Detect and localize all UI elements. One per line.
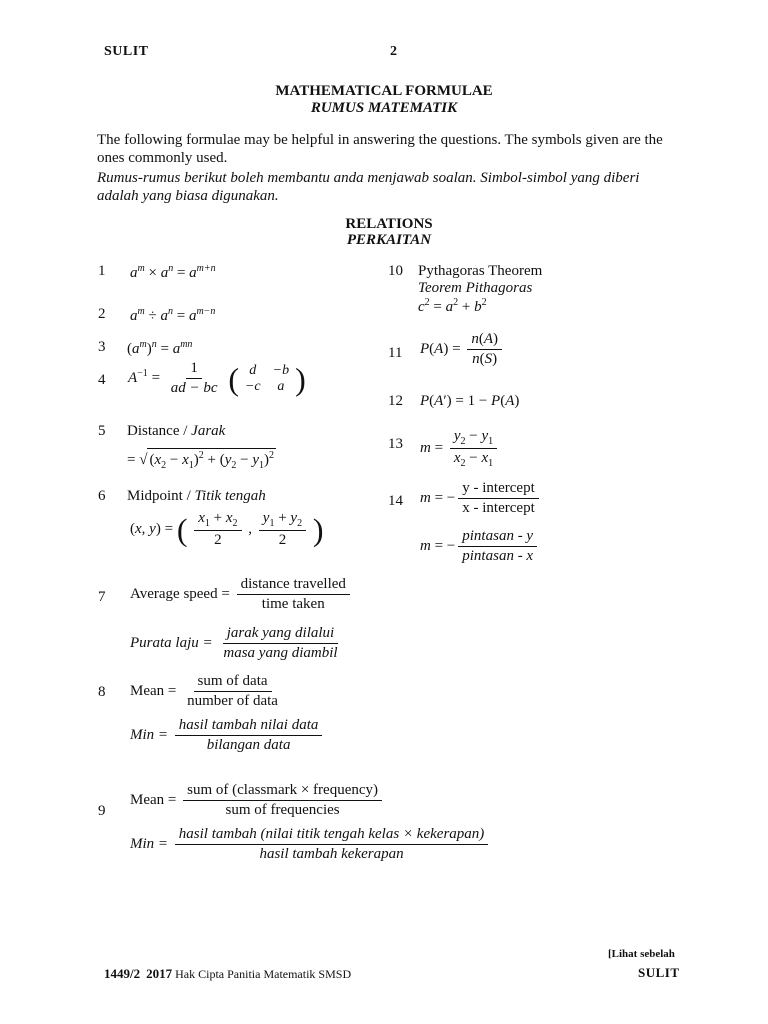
formula-13: m = $\frac{y_2 - y_1}{x_2 - x_1}$ [420,428,500,469]
min8-numerator: hasil tambah nilai data [175,717,323,736]
mean8-label: Mean = [130,682,177,699]
item-number-13: 13 [388,436,403,452]
distance-label [127,423,225,440]
min8-denominator: bilangan data [206,737,291,753]
formula-7-en [130,576,353,613]
formula-1: $a^m \times a^n = a^{m+n}$ [130,263,216,281]
gradient-denominator-ms: pintasan - x [462,548,534,564]
gradient-numerator-ms: pintasan - y [458,528,537,547]
formula-4: $A^{-1}$ = $\frac{1}{ad - bc}$ ( d −b −c a ) [128,360,306,397]
page-number: 2 [390,44,398,59]
formula-9-ms [130,826,491,863]
mean9-denominator: sum of frequencies [225,802,340,818]
item-number-3: 3 [98,339,106,355]
formula-5: = √ $(x_2 - x_1)^2 + (y_2 - y_1)^2$ [127,450,275,471]
min8-label: Min = [130,726,169,743]
mean8-numerator: sum of data [194,673,272,692]
item-number-8: 8 [98,684,106,700]
item-number-1: 1 [98,263,106,279]
formula-14-en: m = − $\frac{\text{y - intercept}}{\text{x - intercept}}$ [420,480,542,517]
footer-year: 2017 [146,966,173,981]
formula-12: P(A′) = 1 − P(A) [420,393,520,409]
purata-label: Purata laju = [130,634,213,651]
mean8-denominator: number of data [187,693,278,709]
title-en: MATHEMATICAL FORMULAE [275,83,493,99]
item-number-10: 10 [388,263,403,279]
formula-11: P(A) = $\frac{n(A)}{n(S)}$ [420,331,505,368]
title-ms: RUMUS MATEMATIK [310,100,458,116]
formula-6: (x, y) = ( $\frac{x_1 + x_2}{2}$ , $\frac{y_1 + y_2}{2}$ ) [130,510,324,548]
formula-3: $(a^m)^n = a^{mn}$ [127,339,193,357]
min9-denominator: hasil tambah kekerapan [259,846,404,862]
distance-label-ms: Jarak [191,423,226,439]
item-number-12: 12 [388,393,403,409]
formula-14-ms: m = − $\frac{\text{pintasan - y}}{\text{pintasan - x}}$ [420,528,540,565]
pythagoras-label-ms: Teorem Pithagoras [418,280,533,296]
item-number-11: 11 [388,345,403,361]
avg-speed-numerator: distance travelled [237,576,350,595]
footer-code: 1449/2 [104,966,141,981]
formula-8-ms [130,717,325,754]
footer-left [104,966,351,982]
midpoint-label-en: Midpoint / [127,488,195,504]
min9-numerator: hasil tambah (nilai titik tengah kelas × kekerapan) [175,826,488,845]
avg-speed-denominator: time taken [261,596,325,612]
item-number-5: 5 [98,423,106,439]
section-title-en: RELATIONS [345,216,433,232]
header-sulit: SULIT [104,44,149,59]
section-title-ms: PERKAITAN [346,232,432,248]
formula-10: $c^2 = a^2 + b^2$ [418,297,487,315]
pythagoras-label: Pythagoras Theorem [418,263,543,279]
item-number-9: 9 [98,803,106,819]
mean9-numerator: sum of (classmark × frequency) [183,782,382,801]
item-number-2: 2 [98,306,106,322]
formula-9-en [130,782,385,819]
formula-7-ms [130,625,345,662]
footer-lihat-sebelah: [Lihat sebelah [608,948,675,960]
item-number-6: 6 [98,488,106,504]
distance-label-en: Distance / [127,423,192,439]
footer-copyright: Hak Cipta Panitia Matematik SMSD [175,967,352,981]
avg-speed-label: Average speed = [130,585,230,602]
item-number-14: 14 [388,493,403,509]
item-number-7: 7 [98,589,106,605]
mean9-label: Mean = [130,791,177,808]
formula-8-en [130,673,285,710]
midpoint-label-ms: Titik tengah [194,488,266,504]
min9-label: Min = [130,835,169,852]
gradient-numerator-en: y - intercept [458,480,538,499]
footer-sulit: SULIT [638,965,680,980]
purata-numerator: jarak yang dilalui [223,625,339,644]
formula-2: $a^m \div a^n = a^{m-n}$ [130,306,216,324]
intro-ms: Rumus-rumus berikut boleh membantu anda menjawab soalan. Simbol-simbol yang diberi adalah yang biasa digunakan. [97,170,640,204]
gradient-denominator-en: x - intercept [462,500,535,516]
item-number-4: 4 [98,372,106,388]
purata-denominator: masa yang diambil [223,645,338,661]
intro-en: The following formulae may be helpful in answering the questions. The symbols given are the ones commonly used. [97,132,663,166]
midpoint-label [127,488,266,505]
